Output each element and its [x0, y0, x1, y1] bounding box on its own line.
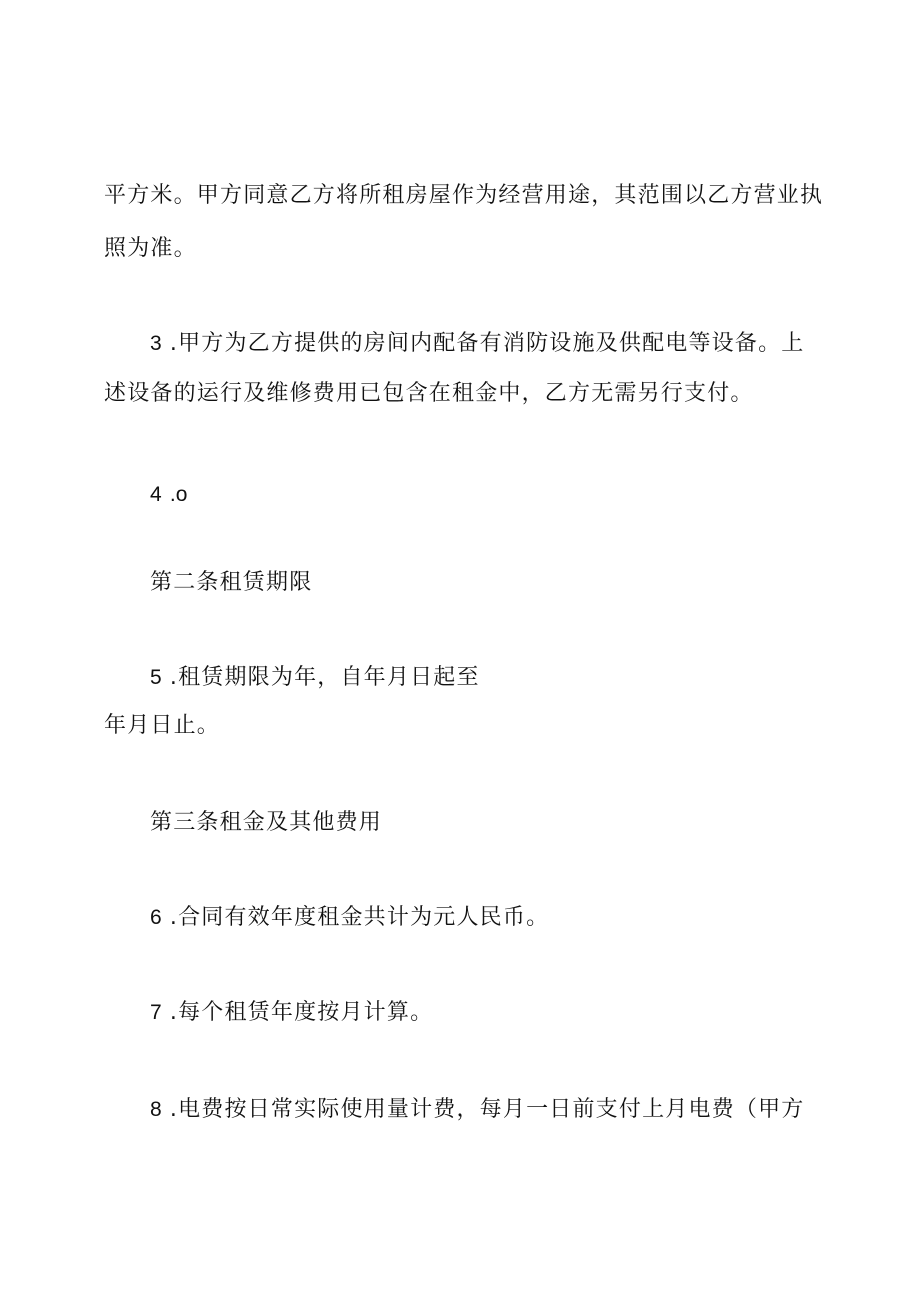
clause-text: .每个租赁年度按月计算。 — [169, 1000, 434, 1025]
clause-text: .甲方为乙方提供的房间内配备有消防设施及供配电等设备。上 — [169, 331, 805, 356]
section-heading-lease-term: 第二条租赁期限 — [150, 570, 313, 595]
clause-line: 述设备的运行及维修费用已包含在租金中，乙方无需另行支付。 — [104, 381, 754, 406]
clause-text: .o — [169, 483, 188, 506]
clause-number: 6 — [150, 906, 162, 929]
clause-item-6 — [150, 905, 549, 931]
clause-number: 7 — [150, 1001, 162, 1024]
clause-number: 8 — [150, 1098, 162, 1121]
clause-item-8 — [150, 1097, 805, 1123]
clause-item-7 — [150, 1000, 433, 1026]
clause-line — [150, 665, 480, 691]
clause-text: .电费按日常实际使用量计费，每月一日前支付上月电费（甲方 — [169, 1097, 805, 1122]
clause-text: .租赁期限为年，自年月日起至 — [169, 665, 480, 690]
clause-line: 年月日止。 — [104, 713, 221, 738]
paragraph-line: 照为准。 — [104, 236, 197, 261]
clause-item-4 — [150, 482, 187, 508]
section-heading-rent: 第三条租金及其他费用 — [150, 810, 383, 835]
clause-number: 4 — [150, 483, 162, 506]
clause-text: .合同有效年度租金共计为元人民币。 — [169, 905, 550, 930]
clause-line — [150, 331, 805, 357]
clause-number: 3 — [150, 332, 162, 355]
paragraph-line: 平方米。甲方同意乙方将所租房屋作为经营用途，其范围以乙方营业执 — [104, 183, 824, 208]
clause-number: 5 — [150, 666, 162, 689]
